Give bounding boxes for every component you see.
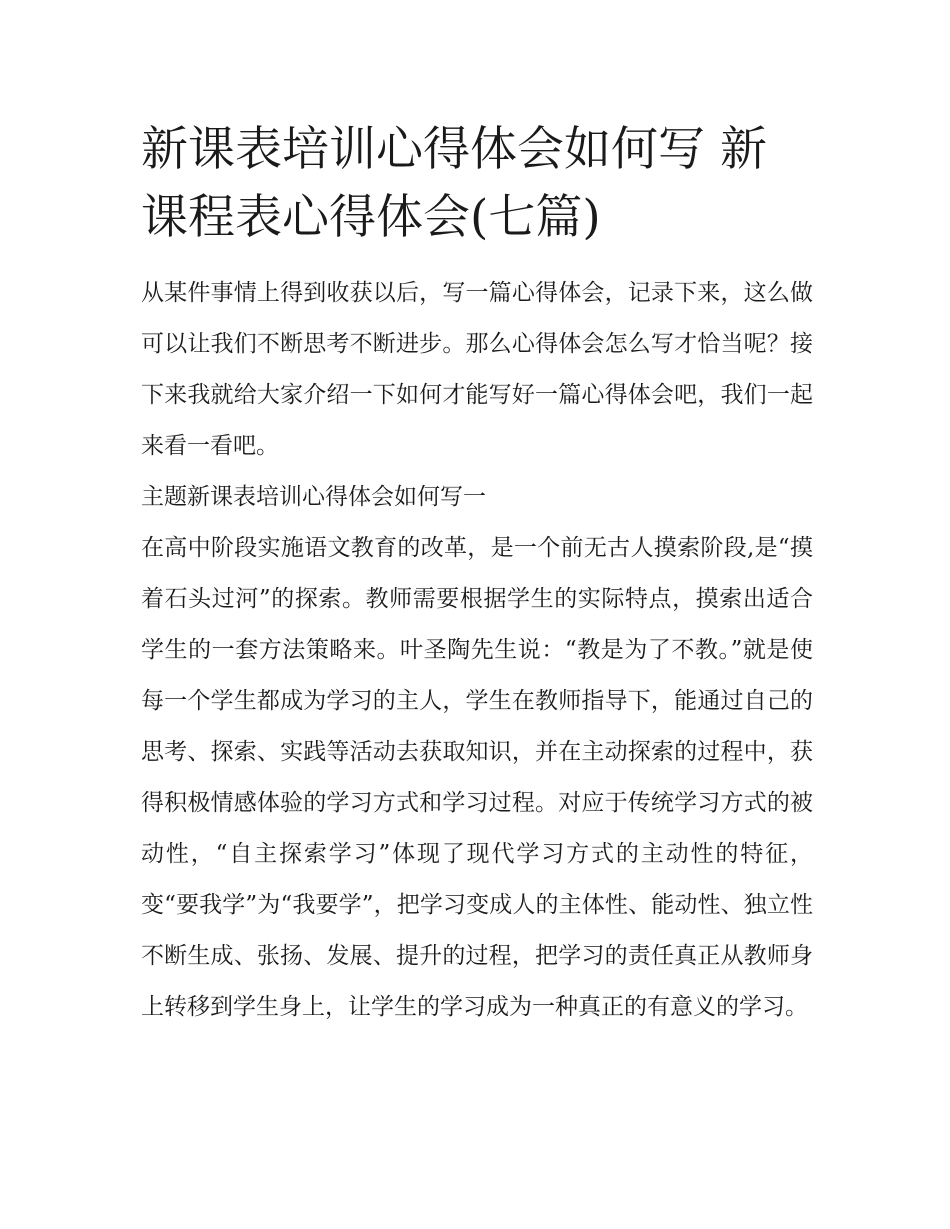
document-body [141, 268, 813, 1033]
body-paragraph: 在高中阶段实施语文教育的改革，是一个前无古人摸索阶段,是“摸着石头过河”的探索。教师需要根据学生的实际特点，摸索出适合学生的一套方法策略来。叶圣陶先生说：“教是为了不教。”就是使每一个学生都成为学习的主人，学生在教师指导下，能通过自己的思考、探索、实践等活动去获取知识，并在主动探索的过程中，获得积极情感体验的学习方式和学习过程。对应于传统学习方式的被动性，“自主探索学习”体现了现代学习方式的主动性的特征，变“要我学”为“我要学”，把学习变成人的主体性、能动性、独立性不断生成、张扬、发展、提升的过程，把学习的责任真正从教师身上转移到学生身上，让学生的学习成为一种真正的有意义的学习。 [141, 535, 813, 1020]
intro-paragraph: 从某件事情上得到收获以后，写一篇心得体会，记录下来，这么做可以让我们不断思考不断进步。那么心得体会怎么写才恰当呢？接下来我就给大家介绍一下如何才能写好一篇心得体会吧，我们一起来看一看吧。 [141, 280, 813, 459]
document-content [141, 116, 813, 1033]
section-heading: 主题新课表培训心得体会如何写一 [141, 484, 486, 510]
document-title: 新课表培训心得体会如何写 新课程表心得体会(七篇) [141, 122, 767, 245]
